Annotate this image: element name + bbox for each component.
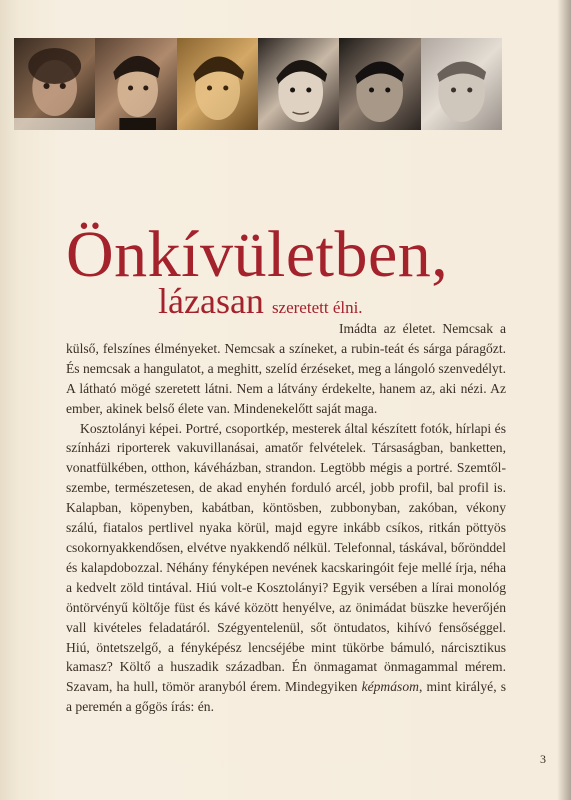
paragraph-1 (66, 319, 506, 419)
paragraph-1-first: Imádta az életet. Nemcsak (339, 321, 494, 336)
subtitle-big: lázasan (158, 281, 264, 321)
body-text (66, 319, 506, 717)
subtitle (158, 280, 363, 322)
portrait-grey-man-icon (421, 38, 502, 130)
portrait-child-icon (14, 38, 95, 130)
portrait-older-man-icon (339, 38, 420, 130)
page-number: 3 (540, 752, 546, 766)
paragraph-1-rest: a külső, felszínes élményeket. Nemcsak a színeket, a rubin-teát és sárga páragőzt. És nemcsak a hangulatot, a meghitt, szelíd érzéseket, meg a lángoló szenvedélyt. A látható mögé szeretett látni. Nem a látvány érdekelte, hanem az, aki nézi. Az ember, akinek belső élete van. Mindenekelőtt saját maga. (66, 321, 506, 416)
paragraph-2-text-a: Kosztolányi képei. Portré, csoportkép, mesterek által készített fotók, hírlapi és színházi riporterek vakuvillanásai, amatőr felvételek. Társaságban, banketten, vonatfülkében, otthon, kávéházban, strandon. Legtöbb mégis a portré. Szemtől-szembe, természetesen, de akad enyhén forduló arcél, jobb profil, bal profil is. Kalapban, köpenyben, kabátban, köntösben, zubbonyban, zakóban, vékony szálú, fiatalos pertlivel nyaka körül, majd egyre inkább csíkos, ritkán pöttyös csokornyakkendősen, elvétve nyakkendő nélkül. Telefonnal, táskával, bőrönddel és kalapdobozzal. Néhány fényképen nevének kacskaringóit feje mellé írja, néha a kedvelt zöld tintával. Hiú volt-e Kosztolányi? Egyik versében a lírai monológ öntörvényű költője füst és kávé között henyélve, az önimádat büszke heverőjén vall kivételes feladatáról. Szégyentelenül, sőt öntudatos, kihívó fensőséggel. Hiú, öntetszelgő, a fényképész lencséjébe mint tükörbe bámuló, nárcisztikus kamasz? Költő a huszadik században. Én önmagamat önmagammal mérem. Szavam, ha hull, tömör aranyból érem. Mindegyiken (66, 420, 506, 695)
paragraph-2-emphasis: képmásom (361, 679, 419, 695)
page-edge-shadow (557, 0, 571, 800)
subtitle-small: szeretett élni. (271, 298, 363, 317)
portrait-photo-strip (14, 38, 502, 130)
paragraph-2 (66, 419, 506, 718)
portrait-man-icon (258, 38, 339, 130)
paragraph-2-text-b: , mint királyé, s a peremén a gőgös írás: én. (66, 679, 506, 715)
portrait-young-man-icon (95, 38, 176, 130)
portrait-sepia-man-icon (177, 38, 258, 130)
page-title: Önkívületben, (66, 218, 449, 291)
